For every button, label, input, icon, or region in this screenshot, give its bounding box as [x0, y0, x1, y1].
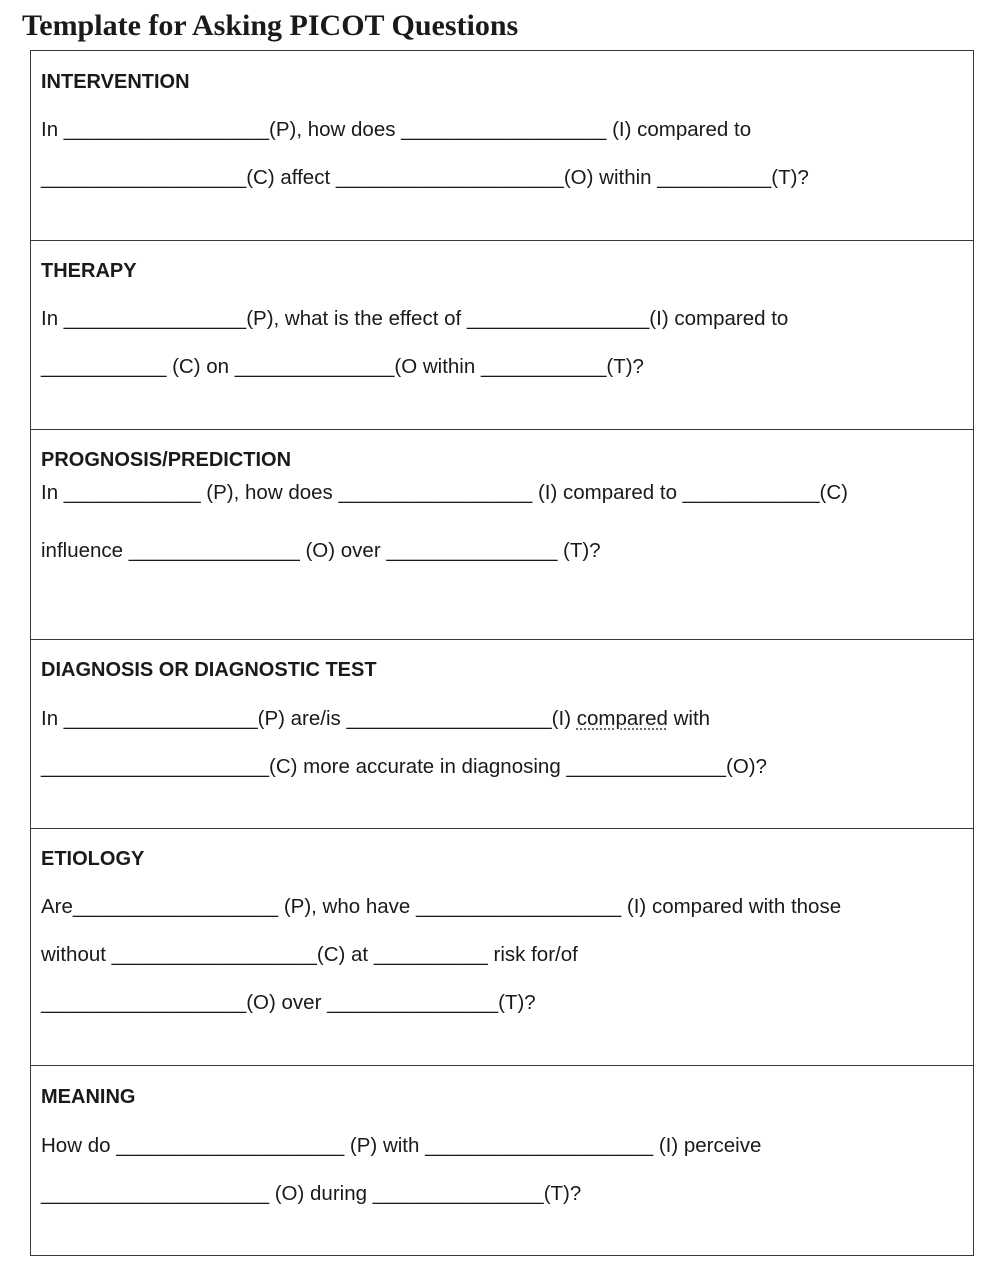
- section-etiology: [31, 828, 973, 1065]
- template-line: without __________________(C) at __________ risk for/of: [41, 943, 578, 966]
- section-therapy: [31, 240, 973, 429]
- template-line: How do ____________________ (P) with ____________________ (I) perceive: [41, 1134, 762, 1157]
- with-word: with: [667, 707, 711, 730]
- section-heading: INTERVENTION: [41, 71, 190, 93]
- section-heading: ETIOLOGY: [41, 848, 145, 870]
- template-line: In ____________ (P), how does _________________ (I) compared to ____________(C): [41, 481, 848, 504]
- section-diagnosis: [31, 639, 973, 828]
- section-meaning: [31, 1065, 973, 1255]
- template-line: __________________(C) affect ____________________(O) within __________(T)?: [41, 166, 809, 189]
- section-prognosis-prediction: [31, 429, 973, 639]
- template-line: In __________________(P), how does __________________ (I) compared to: [41, 118, 752, 141]
- template-line-part: In _________________(P) are/is __________________(I): [41, 707, 577, 730]
- section-heading: MEANING: [41, 1086, 136, 1108]
- section-heading: THERAPY: [41, 260, 137, 282]
- template-line: __________________(O) over _______________(T)?: [41, 991, 536, 1014]
- compared-word: compared: [576, 707, 668, 730]
- template-line: ____________________(C) more accurate in diagnosing ______________(O)?: [41, 755, 768, 778]
- section-intervention: [31, 51, 973, 240]
- section-heading: DIAGNOSIS OR DIAGNOSTIC TEST: [41, 659, 377, 681]
- template-line: Are__________________ (P), who have __________________ (I) compared with those: [41, 895, 842, 918]
- page-title: Template for Asking PICOT Questions: [22, 9, 519, 42]
- section-heading: PROGNOSIS/PREDICTION: [41, 449, 292, 471]
- template-line: In ________________(P), what is the effect of ________________(I) compared to: [41, 307, 789, 330]
- template-line: [41, 707, 710, 731]
- template-line: ___________ (C) on ______________(O within ___________(T)?: [41, 355, 644, 378]
- template-line: influence _______________ (O) over _______________ (T)?: [41, 539, 601, 562]
- template-line: ____________________ (O) during _______________(T)?: [41, 1182, 582, 1205]
- picot-table: [30, 50, 974, 1256]
